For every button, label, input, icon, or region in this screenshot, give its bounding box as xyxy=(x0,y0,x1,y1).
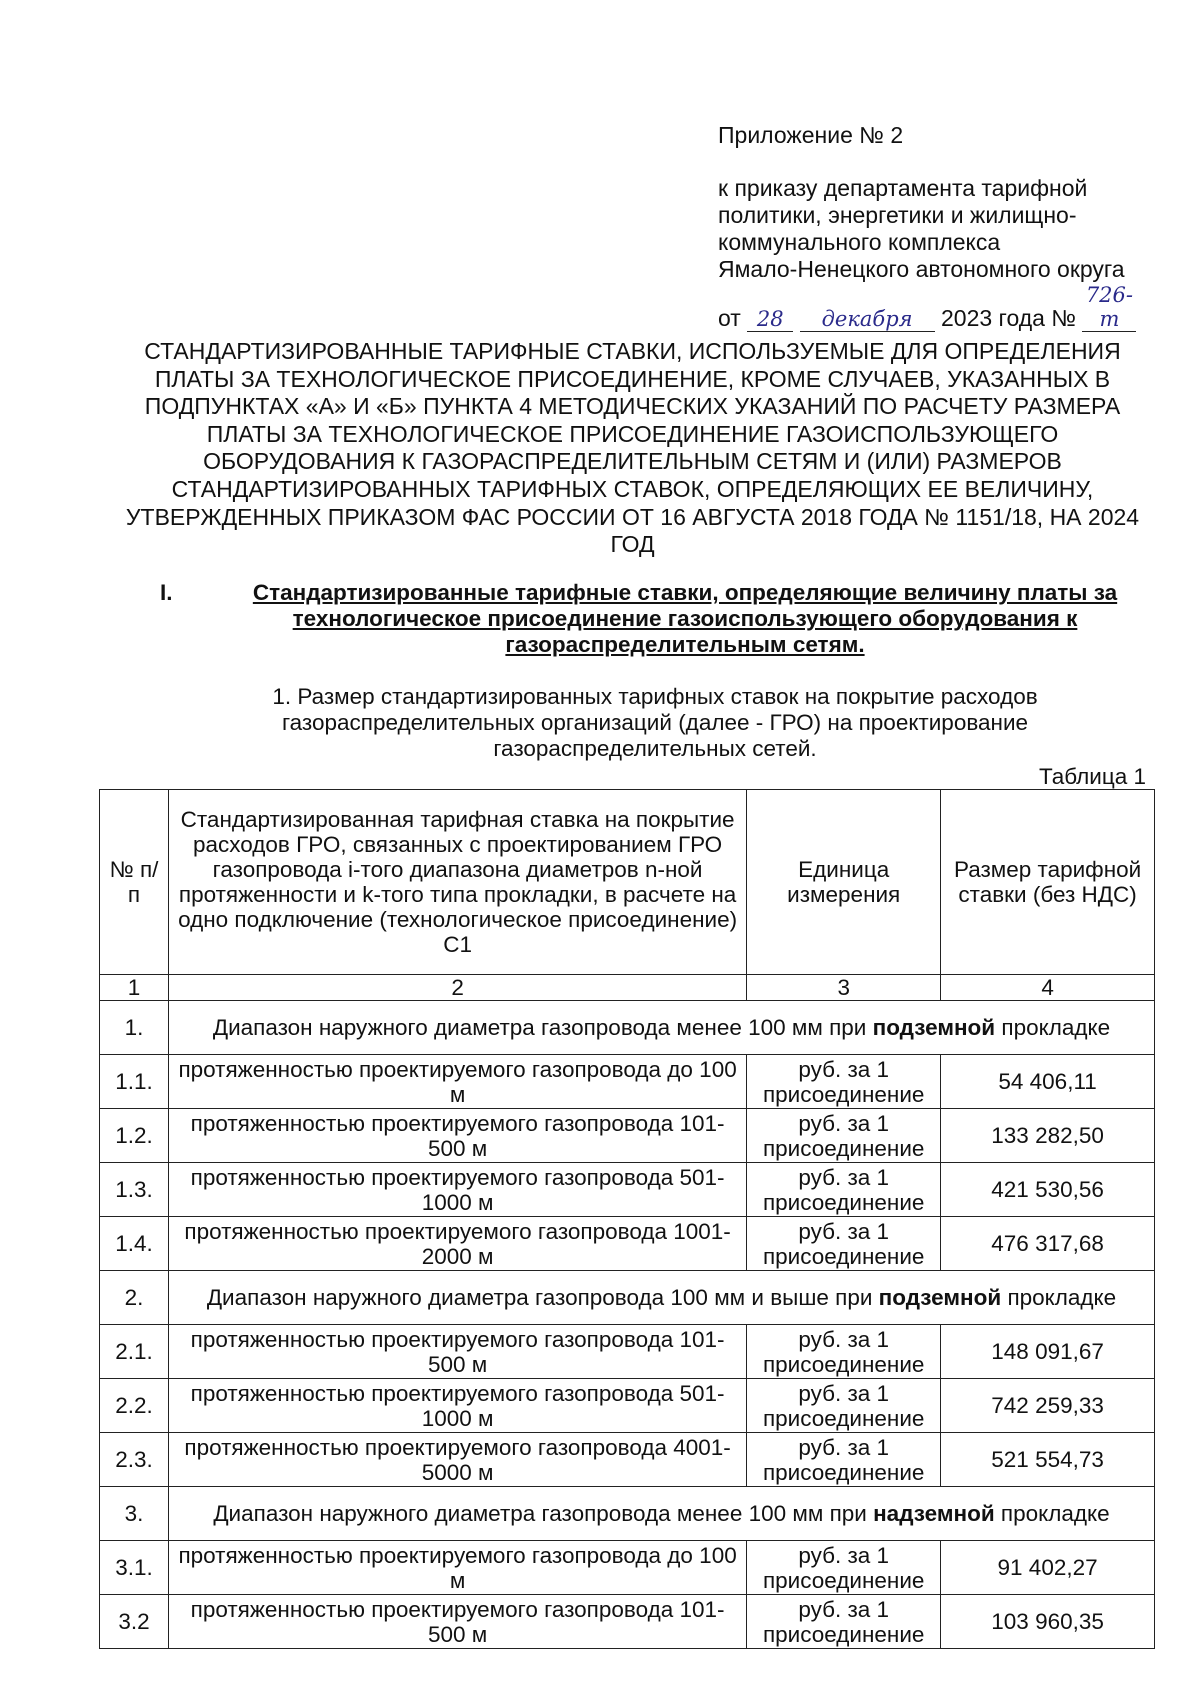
row-description: протяженностью проектируемого газопровода 101-500 м xyxy=(168,1109,746,1163)
handwritten-month: декабря xyxy=(800,307,935,332)
table-row xyxy=(100,1379,1155,1433)
row-unit: руб. за 1 присоединение xyxy=(747,1541,941,1595)
row-number: 1.4. xyxy=(100,1217,169,1271)
row-number: 3.2 xyxy=(100,1595,169,1649)
handwritten-day: 28 xyxy=(747,307,793,332)
date-prefix: от xyxy=(718,305,741,331)
table-row xyxy=(100,1541,1155,1595)
appendix-line: к приказу департамента тарифной xyxy=(718,175,1088,201)
column-number: 3 xyxy=(747,975,941,1001)
row-unit: руб. за 1 присоединение xyxy=(747,1379,941,1433)
column-number: 2 xyxy=(168,975,746,1001)
date-year: 2023 года № xyxy=(941,305,1077,331)
row-number: 3.1. xyxy=(100,1541,169,1595)
row-description: протяженностью проектируемого газопровода до 100 м xyxy=(168,1541,746,1595)
row-unit: руб. за 1 присоединение xyxy=(747,1595,941,1649)
row-unit: руб. за 1 присоединение xyxy=(747,1433,941,1487)
table-row xyxy=(100,1055,1155,1109)
table-row xyxy=(100,1109,1155,1163)
column-number-row xyxy=(100,975,1155,1001)
table-row xyxy=(100,1325,1155,1379)
row-number: 2.2. xyxy=(100,1379,169,1433)
row-value: 742 259,33 xyxy=(941,1379,1155,1433)
group-row xyxy=(100,1487,1155,1541)
group-title-text: прокладке xyxy=(1001,1285,1117,1310)
row-value: 421 530,56 xyxy=(941,1163,1155,1217)
group-title-text: Диапазон наружного диаметра газопровода менее 100 мм при xyxy=(213,1501,874,1526)
row-value: 103 960,35 xyxy=(941,1595,1155,1649)
table-header-row xyxy=(100,790,1155,975)
section-heading xyxy=(160,580,1160,658)
row-description: протяженностью проектируемого газопровода 4001-5000 м xyxy=(168,1433,746,1487)
handwritten-order-number: 726-т xyxy=(1082,283,1136,332)
row-number: 1.3. xyxy=(100,1163,169,1217)
row-value: 476 317,68 xyxy=(941,1217,1155,1271)
group-title-text: прокладке xyxy=(994,1501,1110,1526)
row-value: 521 554,73 xyxy=(941,1433,1155,1487)
group-number: 2. xyxy=(100,1271,169,1325)
row-number: 2.1. xyxy=(100,1325,169,1379)
group-number: 1. xyxy=(100,1001,169,1055)
group-title-bold: подземной xyxy=(878,1285,1002,1310)
row-description: протяженностью проектируемого газопровода 501-1000 м xyxy=(168,1379,746,1433)
group-number: 3. xyxy=(100,1487,169,1541)
row-unit: руб. за 1 присоединение xyxy=(747,1109,941,1163)
column-number: 1 xyxy=(100,975,169,1001)
row-description: протяженностью проектируемого газопровода до 100 м xyxy=(168,1055,746,1109)
row-description: протяженностью проектируемого газопровода 1001-2000 м xyxy=(168,1217,746,1271)
row-description: протяженностью проектируемого газопровода 101-500 м xyxy=(168,1595,746,1649)
group-title-text: Диапазон наружного диаметра газопровода 100 мм и выше при xyxy=(206,1285,879,1310)
group-title xyxy=(168,1271,1154,1325)
row-description: протяженностью проектируемого газопровода 501-1000 м xyxy=(168,1163,746,1217)
group-title xyxy=(168,1487,1154,1541)
group-title-text: прокладке xyxy=(995,1015,1111,1040)
appendix-title: Приложение № 2 xyxy=(718,122,904,148)
table-row xyxy=(100,1217,1155,1271)
row-unit: руб. за 1 присоединение xyxy=(747,1055,941,1109)
table-row xyxy=(100,1595,1155,1649)
row-unit: руб. за 1 присоединение xyxy=(747,1163,941,1217)
order-date-line xyxy=(718,283,1158,332)
appendix-line: Ямало-Ненецкого автономного округа xyxy=(718,256,1125,282)
row-number: 1.2. xyxy=(100,1109,169,1163)
header-cell-value: Размер тарифной ставки (без НДС) xyxy=(941,790,1155,975)
row-value: 148 091,67 xyxy=(941,1325,1155,1379)
group-title xyxy=(168,1001,1154,1055)
table-row xyxy=(100,1433,1155,1487)
appendix-line: коммунального комплекса xyxy=(718,229,1001,255)
header-cell-rate: Стандартизированная тарифная ставка на покрытие расходов ГРО, связанных с проектированием ГРО газопровода i-того диапазона диаметров n-ной протяженности и k-того типа прокладки, в расчете на одно подключение (технологическое присоединение) С1 xyxy=(168,790,746,975)
document-title: СТАНДАРТИЗИРОВАННЫЕ ТАРИФНЫЕ СТАВКИ, ИСПОЛЬЗУЕМЫЕ ДЛЯ ОПРЕДЕЛЕНИЯ ПЛАТЫ ЗА ТЕХНОЛОГИЧЕСКОЕ ПРИСОЕДИНЕНИЕ, КРОМЕ СЛУЧАЕВ, УКАЗАННЫХ В ПОДПУНКТАХ «А» И «Б» ПУНКТА 4 МЕТОДИЧЕСКИХ УКАЗАНИЙ ПО РАСЧЕТУ РАЗМЕРА ПЛАТЫ ЗА ТЕХНОЛОГИЧЕСКОЕ ПРИСОЕДИНЕНИЕ ГАЗОИСПОЛЬЗУЮЩЕГО ОБОРУДОВАНИЯ К ГАЗОРАСПРЕДЕЛИТЕЛЬНЫМ СЕТЯМ И (ИЛИ) РАЗМЕРОВ СТАНДАРТИЗИРОВАННЫХ ТАРИФНЫХ СТАВОК, ОПРЕДЕЛЯЮЩИХ ЕЕ ВЕЛИЧИНУ, УТВЕРЖДЕННЫХ ПРИКАЗОМ ФАС РОССИИ ОТ 16 АВГУСТА 2018 ГОДА № 1151/18, НА 2024 ГОД xyxy=(125,338,1140,558)
row-number: 2.3. xyxy=(100,1433,169,1487)
group-row xyxy=(100,1001,1155,1055)
appendix-line: политики, энергетики и жилищно- xyxy=(718,202,1077,228)
appendix-block xyxy=(718,122,1158,332)
header-cell-number: № п/п xyxy=(100,790,169,975)
row-description: протяженностью проектируемого газопровода 101-500 м xyxy=(168,1325,746,1379)
row-unit: руб. за 1 присоединение xyxy=(747,1325,941,1379)
header-cell-unit: Единица измерения xyxy=(747,790,941,975)
group-row xyxy=(100,1271,1155,1325)
group-title-bold: надземной xyxy=(873,1501,995,1526)
row-value: 133 282,50 xyxy=(941,1109,1155,1163)
group-title-text: Диапазон наружного диаметра газопровода менее 100 мм при xyxy=(212,1015,873,1040)
group-title-bold: подземной xyxy=(872,1015,996,1040)
row-unit: руб. за 1 присоединение xyxy=(747,1217,941,1271)
table-row xyxy=(100,1163,1155,1217)
column-number: 4 xyxy=(941,975,1155,1001)
tariff-rates-table xyxy=(99,789,1155,1649)
section-title: Стандартизированные тарифные ставки, определяющие величину платы за технологическое присоединение газоиспользующего оборудования к газораспределительным сетям. xyxy=(252,580,1118,657)
row-value: 91 402,27 xyxy=(941,1541,1155,1595)
intro-paragraph: 1. Размер стандартизированных тарифных ставок на покрытие расходов газораспределительных организаций (далее - ГРО) на проектирование газораспределительных сетей. xyxy=(272,684,1038,761)
section-number: I. xyxy=(160,580,173,605)
table-label: Таблица 1 xyxy=(1039,764,1146,789)
row-number: 1.1. xyxy=(100,1055,169,1109)
row-value: 54 406,11 xyxy=(941,1055,1155,1109)
